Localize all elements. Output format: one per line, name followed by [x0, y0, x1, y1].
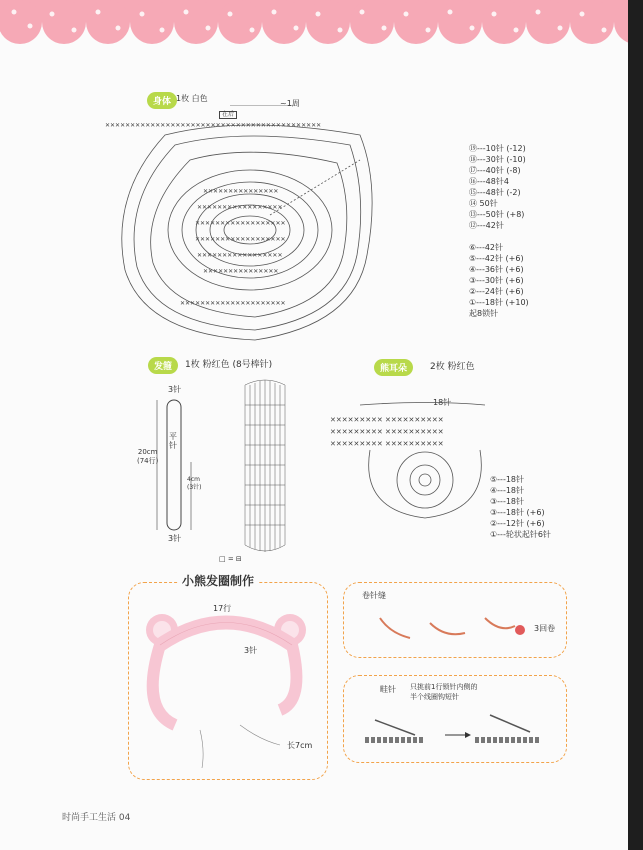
band-title: 1枚 粉红色 (8号棒针) [185, 360, 273, 370]
svg-text:✕✕✕✕✕✕✕✕✕✕✕✕✕✕✕✕✕✕: ✕✕✕✕✕✕✕✕✕✕✕✕✕✕✕✕✕✕ [195, 220, 286, 227]
band-length: 20cm (74行) [137, 448, 159, 465]
ear-top-stitch: 18针 [433, 398, 452, 407]
band-right-label: 4cm (3针) [187, 476, 202, 491]
whipstitch-illustration [370, 608, 530, 648]
ear-badge: 熊耳朵 [374, 359, 413, 376]
making-label-mid: 3针 [244, 646, 258, 655]
body-badge: 身体 [147, 92, 177, 109]
band-shape [155, 392, 215, 537]
body-start-note: 在后 [219, 111, 237, 119]
round-label: ⑤---18针 [490, 475, 525, 484]
body-title: 1枚 白色 [176, 94, 208, 103]
binding-edge [628, 0, 643, 850]
footer-text: 时尚手工生活 [62, 813, 117, 823]
page-footer [62, 810, 130, 823]
round-label: ①---轮状起针6针 [490, 530, 551, 539]
body-round-list [469, 143, 529, 319]
round-label: ③---18针 (+6) [490, 508, 545, 517]
scalloped-border [0, 0, 628, 70]
svg-text:✕✕✕✕✕✕✕✕✕ ✕✕✕✕✕✕✕✕✕✕: ✕✕✕✕✕✕✕✕✕ ✕✕✕✕✕✕✕✕✕✕ [330, 428, 444, 436]
svg-text:✕✕✕✕✕✕✕✕✕ ✕✕✕✕✕✕✕✕✕✕: ✕✕✕✕✕✕✕✕✕ ✕✕✕✕✕✕✕✕✕✕ [330, 440, 444, 448]
round-label: ⑤---42针 (+6) [469, 254, 524, 263]
round-label: 起8锁针 [469, 309, 499, 318]
svg-text:✕✕✕✕✕✕✕✕✕✕✕✕✕✕✕✕✕: ✕✕✕✕✕✕✕✕✕✕✕✕✕✕✕✕✕ [197, 204, 283, 211]
round-label: ⑯---48针4 [469, 177, 509, 186]
band-badge: 发箍 [148, 357, 178, 374]
round-label: ⑬---50针 (+8) [469, 210, 525, 219]
body-stitch-chart [105, 105, 385, 350]
round-label: ⑫---42针 [469, 221, 504, 230]
making-title: 小熊发圈制作 [178, 575, 258, 587]
band-mid-label: 平针 [169, 432, 177, 450]
body-top-mark: ~1周 [280, 99, 300, 108]
round-label: ⑰---40针 (-8) [469, 166, 521, 175]
tip1-title: 卷针缝 [362, 591, 386, 600]
round-label: ④---36针 (+6) [469, 265, 524, 274]
page-number: 04 [118, 813, 131, 823]
round-label: ③---18针 [490, 497, 525, 506]
svg-text:✕✕✕✕✕✕✕✕✕✕✕✕✕✕✕✕✕✕✕✕✕✕✕✕✕✕✕✕✕✕: ✕✕✕✕✕✕✕✕✕✕✕✕✕✕✕✕✕✕✕✕✕✕✕✕✕✕✕✕✕✕✕✕✕✕✕✕✕✕✕✕✕✕✕ [105, 122, 322, 129]
tip2-title: 畦针 [380, 685, 396, 694]
tip1-label: 3回卷 [534, 624, 556, 633]
svg-text:✕✕✕✕✕✕✕✕✕✕✕✕✕✕✕✕✕✕✕✕✕: ✕✕✕✕✕✕✕✕✕✕✕✕✕✕✕✕✕✕✕✕✕ [180, 300, 286, 307]
svg-text:✕✕✕✕✕✕✕✕✕ ✕✕✕✕✕✕✕✕✕✕: ✕✕✕✕✕✕✕✕✕ ✕✕✕✕✕✕✕✕✕✕ [330, 416, 444, 424]
ridge-stitch-illustration [365, 710, 545, 755]
making-label-bottom: 长7cm [287, 741, 313, 750]
round-label: ②---12针 (+6) [490, 519, 545, 528]
tip2-desc-line2: 半个线圈钩短针 [410, 693, 459, 701]
band-top-stitch: 3针 [168, 385, 182, 394]
round-label: ⑱---30针 (-10) [469, 155, 526, 164]
band-knit-chart [240, 375, 290, 560]
ear-round-list [490, 474, 551, 540]
round-label: ②---24针 (+6) [469, 287, 524, 296]
round-label: ⑭ 50针 [469, 199, 498, 208]
svg-text:✕✕✕✕✕✕✕✕✕✕✕✕✕✕✕✕✕: ✕✕✕✕✕✕✕✕✕✕✕✕✕✕✕✕✕ [197, 252, 283, 259]
band-chart-legend: □ = ⊟ [219, 555, 242, 563]
svg-text:✕✕✕✕✕✕✕✕✕✕✕✕✕✕✕✕✕✕: ✕✕✕✕✕✕✕✕✕✕✕✕✕✕✕✕✕✕ [195, 236, 286, 243]
band-bottom-stitch: 3针 [168, 534, 182, 543]
ear-title: 2枚 粉红色 [430, 362, 475, 372]
headband-illustration [140, 600, 320, 770]
round-label: ⑮---48针 (-2) [469, 188, 521, 197]
round-label: ①---18针 (+10) [469, 298, 529, 307]
round-label: ⑥---42针 [469, 243, 504, 252]
tip2-desc-line1: 只挑前1行锁针内侧的 [410, 683, 478, 691]
round-label: ⑲---10针 (-12) [469, 144, 526, 153]
svg-text:✕✕✕✕✕✕✕✕✕✕✕✕✕✕✕: ✕✕✕✕✕✕✕✕✕✕✕✕✕✕✕ [203, 268, 279, 275]
round-label: ④---18针 [490, 486, 525, 495]
round-label: ③---30针 (+6) [469, 276, 524, 285]
svg-text:✕✕✕✕✕✕✕✕✕✕✕✕✕✕✕: ✕✕✕✕✕✕✕✕✕✕✕✕✕✕✕ [203, 188, 279, 195]
making-label-top: 17行 [213, 604, 232, 613]
